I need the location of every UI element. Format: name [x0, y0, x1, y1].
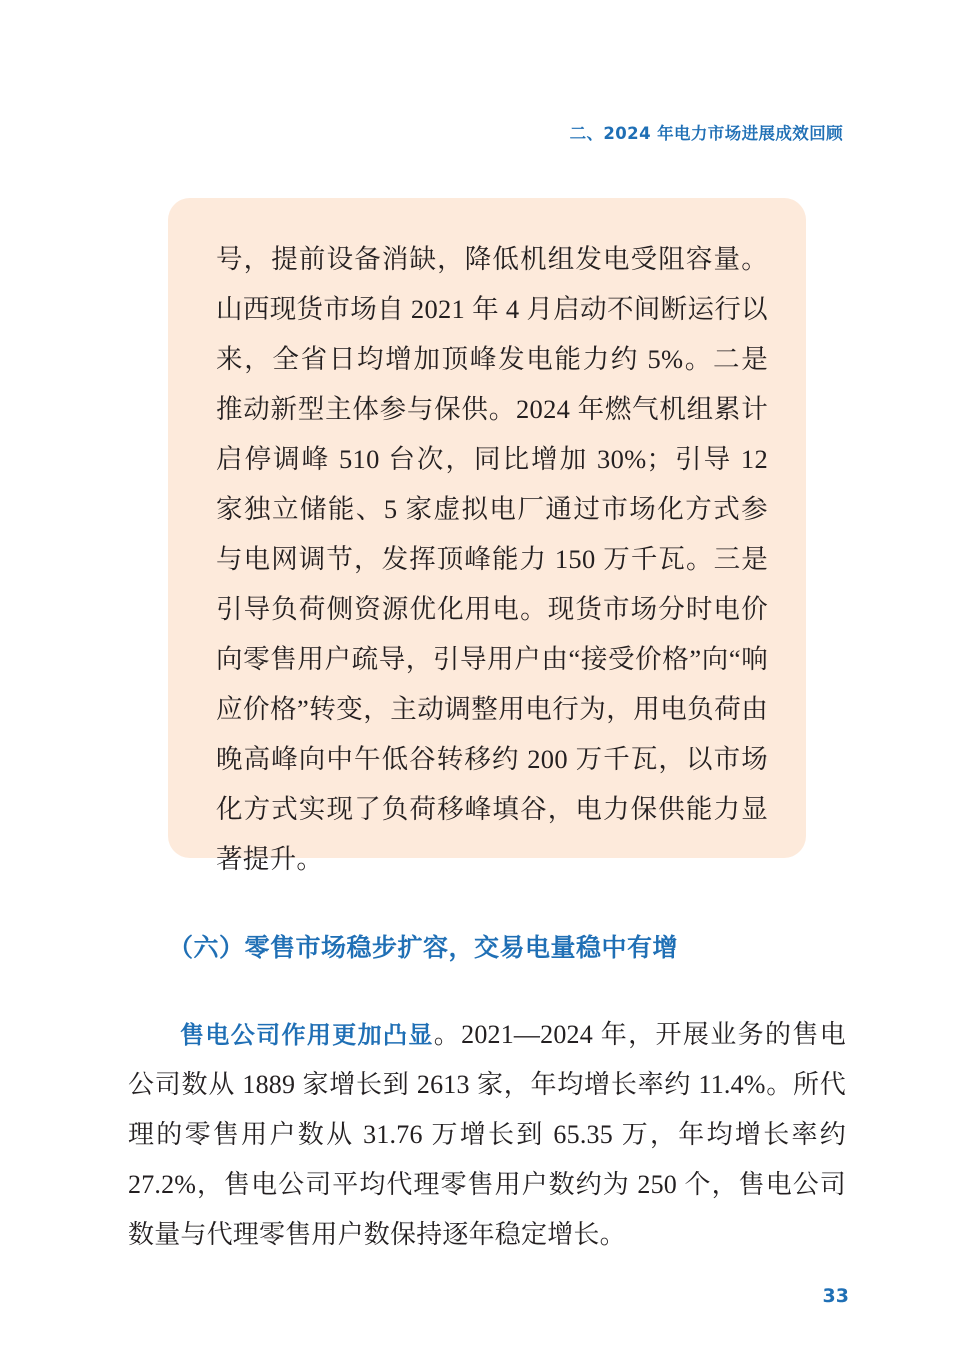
running-header: 二、2024 年电力市场进展成效回顾 [569, 124, 843, 143]
paragraph-lead-in: 售电公司作用更加凸显 [180, 1021, 434, 1049]
highlighted-callout-box [168, 198, 806, 874]
paragraph-body-text: 。2021—2024 年，开展业务的售电公司数从 1889 家增长到 2613 家，年均增长率约 11.4%。所代理的零售用户数从 31.76 万增长到 65.35 万，年均增长率约 27.2%，售电公司平均代理零售用户数约为 250 个，售电公司数量与代理零售用户数保持逐年稳定增长。 [128, 1020, 846, 1249]
section-heading: （六）零售市场稳步扩容，交易电量稳中有增 [168, 933, 679, 962]
body-paragraph [128, 1010, 846, 1260]
page-number: 33 [822, 1285, 849, 1307]
callout-paragraph: 号，提前设备消缺，降低机组发电受阻容量。山西现货市场自 2021 年 4 月启动不间断运行以来，全省日均增加顶峰发电能力约 5%。二是推动新型主体参与保供。2024 年燃气机组累计启停调峰 510 台次，同比增加 30%；引导 12 家独立储能、5 家虚拟电厂通过市场化方式参与电网调节，发挥顶峰能力 150 万千瓦。三是引导负荷侧资源优化用电。现货市场分时电价向零售用户疏导，引导用户由“接受价格”向“响应价格”转变，主动调整用电行为，用电负荷由晚高峰向中午低谷转移约 200 万千瓦，以市场化方式实现了负荷移峰填谷，电力保供能力显著提升。 [216, 244, 768, 874]
